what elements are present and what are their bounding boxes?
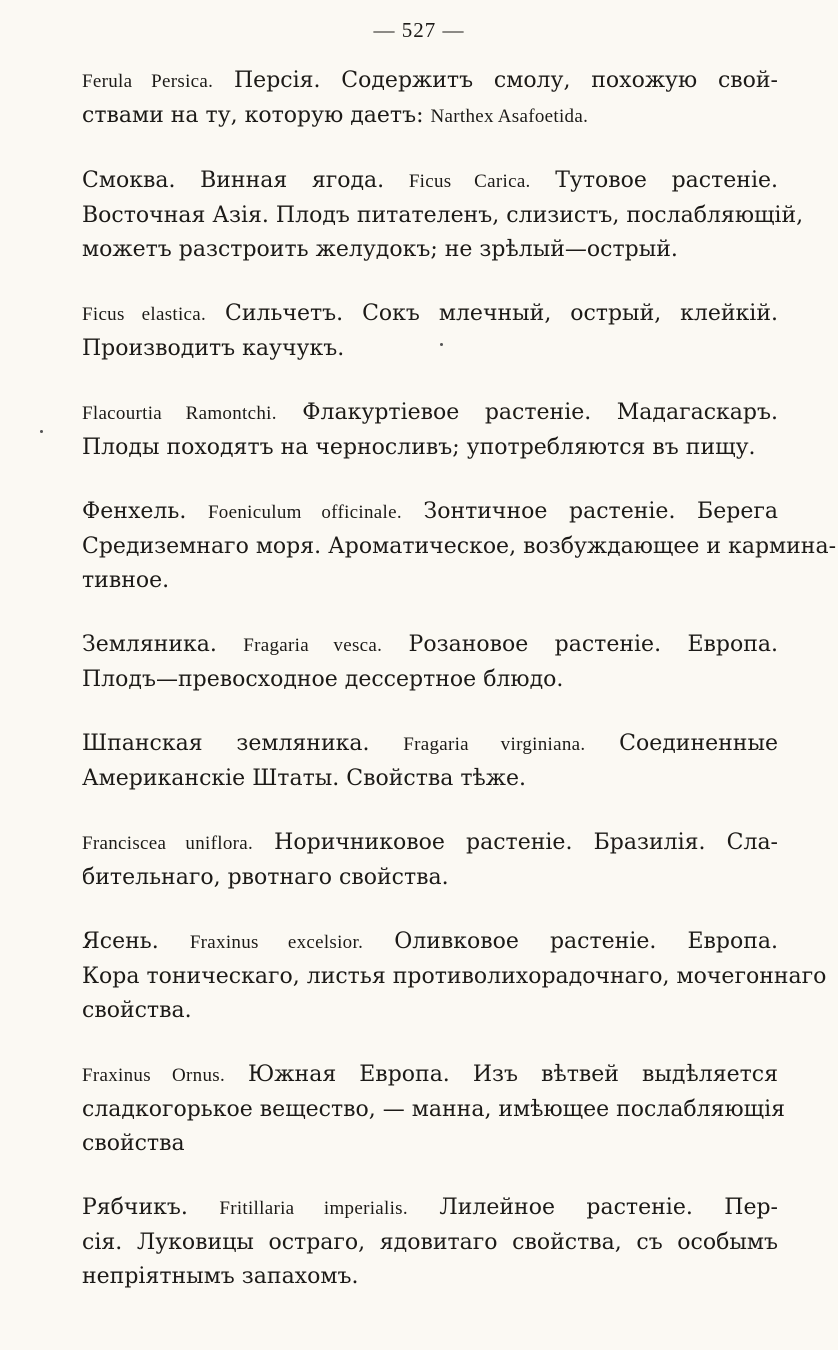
entry-line — [82, 233, 778, 267]
entry-text: Шпанская земляника. — [82, 731, 404, 756]
latin-name: Foeniculum officinale. — [207, 502, 402, 523]
entry-line — [82, 332, 778, 366]
entry-foeniculum-officinale — [82, 495, 837, 598]
entry-line — [82, 663, 778, 697]
latin-name: Fragaria virginiana. — [403, 734, 586, 755]
entry-text: Кора тоническаго, листья противолихорадочнаго, мочегоннаго — [82, 964, 827, 989]
entry-text: Соединенные — [585, 731, 778, 756]
entry-line — [82, 994, 778, 1028]
entry-line — [82, 1226, 778, 1260]
entry-text: Тутовое растеніе. — [530, 168, 778, 193]
entry-flacourtia-ramontchi — [82, 396, 778, 465]
entry-line — [82, 396, 778, 431]
entry-line — [82, 1093, 786, 1127]
entry-fraxinus-ornus — [82, 1058, 786, 1161]
entry-text: Ясень. — [82, 929, 190, 954]
entry-line — [82, 564, 778, 598]
latin-name: Flacourtia Ramontchi. — [82, 403, 277, 424]
entry-fragaria-vesca — [82, 628, 778, 697]
entry-line — [82, 628, 778, 663]
latin-name: Ficus elastica. — [82, 304, 207, 325]
entry-line — [82, 99, 778, 134]
entry-ficus-elastica — [82, 297, 778, 366]
entry-line — [82, 64, 778, 99]
entry-text: Производитъ каучукъ. — [82, 336, 345, 361]
latin-name: Narthex Asafoetida. — [430, 106, 589, 127]
entry-text: сладкогорькое вещество, — манна, имѣющее послабляющія — [82, 1097, 786, 1122]
entry-fritillaria-imperialis — [82, 1191, 778, 1294]
entry-text: Восточная Азія. Плодъ питателенъ, слизистъ, послабляющій, — [82, 203, 804, 228]
print-speck — [440, 343, 443, 346]
entry-line — [82, 1191, 778, 1226]
entry-line — [82, 530, 837, 564]
entry-text: бительнаго, рвотнаго свойства. — [82, 865, 449, 890]
entry-text: ствами на ту, которую даетъ: — [82, 103, 431, 128]
entry-line — [82, 762, 778, 796]
entry-text: Персія. Содержитъ смолу, похожую свой- — [213, 68, 778, 93]
entry-ferula-persica — [82, 64, 778, 134]
entry-text: Розановое растеніе. Европа. — [382, 632, 778, 657]
entry-text: можетъ разстроить желудокъ; не зрѣлый—острый. — [82, 237, 678, 262]
entry-text: Рябчикъ. — [82, 1195, 220, 1220]
entry-line — [82, 431, 778, 465]
latin-name: Fraxinus Ornus. — [82, 1065, 225, 1086]
entry-line — [82, 960, 827, 994]
entry-line — [82, 297, 778, 332]
entry-text: Флакуртіевое растеніе. Мадагаскаръ. — [276, 400, 778, 425]
latin-name: Fraxinus excelsior. — [189, 932, 364, 953]
latin-name: Fritillaria imperialis. — [219, 1198, 408, 1219]
entry-text: Земляника. — [82, 632, 244, 657]
entry-line — [82, 164, 778, 199]
entry-text: Норичниковое растеніе. Бразилія. Сла- — [253, 830, 778, 855]
entry-line — [82, 925, 778, 960]
entry-line — [82, 826, 778, 861]
entry-text: свойства — [82, 1131, 185, 1156]
entry-fragaria-virginiana — [82, 727, 778, 796]
entry-text: Лилейное растеніе. Пер- — [407, 1195, 778, 1220]
entry-text: Смоква. Винная ягода. — [82, 168, 409, 193]
entry-text: Сильчетъ. Сокъ млечный, острый, клейкій. — [206, 301, 778, 326]
entry-text: непріятнымъ запахомъ. — [82, 1264, 359, 1289]
entry-text: Фенхель. — [82, 499, 208, 524]
entry-line — [82, 495, 778, 530]
entry-text: Плодъ—превосходное дессертное блюдо. — [82, 667, 564, 692]
entry-text: Оливковое растеніе. Европа. — [363, 929, 778, 954]
entry-text: Плоды походятъ на черносливъ; употребляются въ пищу. — [82, 435, 756, 460]
entry-text: Американскіе Штаты. Свойства тѣже. — [82, 766, 527, 791]
entry-text: Южная Европа. Изъ вѣтвей выдѣляется — [225, 1062, 778, 1087]
entries-list — [82, 64, 837, 1324]
latin-name: Ferula Persica. — [82, 71, 214, 92]
entry-line — [82, 1058, 778, 1093]
latin-name: Fragaria vesca. — [243, 635, 383, 656]
entry-line — [82, 1127, 778, 1161]
latin-name: Franciscea uniflora. — [82, 833, 254, 854]
entry-line — [82, 199, 804, 233]
entry-line — [82, 727, 778, 762]
entry-fraxinus-excelsior — [82, 925, 827, 1028]
entry-line — [82, 861, 778, 895]
entry-text: сія. Луковицы остраго, ядовитаго свойства, съ особымъ — [82, 1230, 778, 1255]
entry-text: тивное. — [82, 568, 170, 593]
entry-text: Зонтичное растеніе. Берега — [401, 499, 778, 524]
entry-line — [82, 1260, 778, 1294]
entry-text: свойства. — [82, 998, 192, 1023]
latin-name: Ficus Carica. — [408, 171, 531, 192]
print-speck — [40, 430, 43, 433]
entry-text: Средиземнаго моря. Ароматическое, возбуждающее и карминa- — [82, 534, 837, 559]
entry-ficus-carica — [82, 164, 804, 267]
page-number: — 527 — — [373, 18, 465, 42]
entry-franciscea-uniflora — [82, 826, 778, 895]
